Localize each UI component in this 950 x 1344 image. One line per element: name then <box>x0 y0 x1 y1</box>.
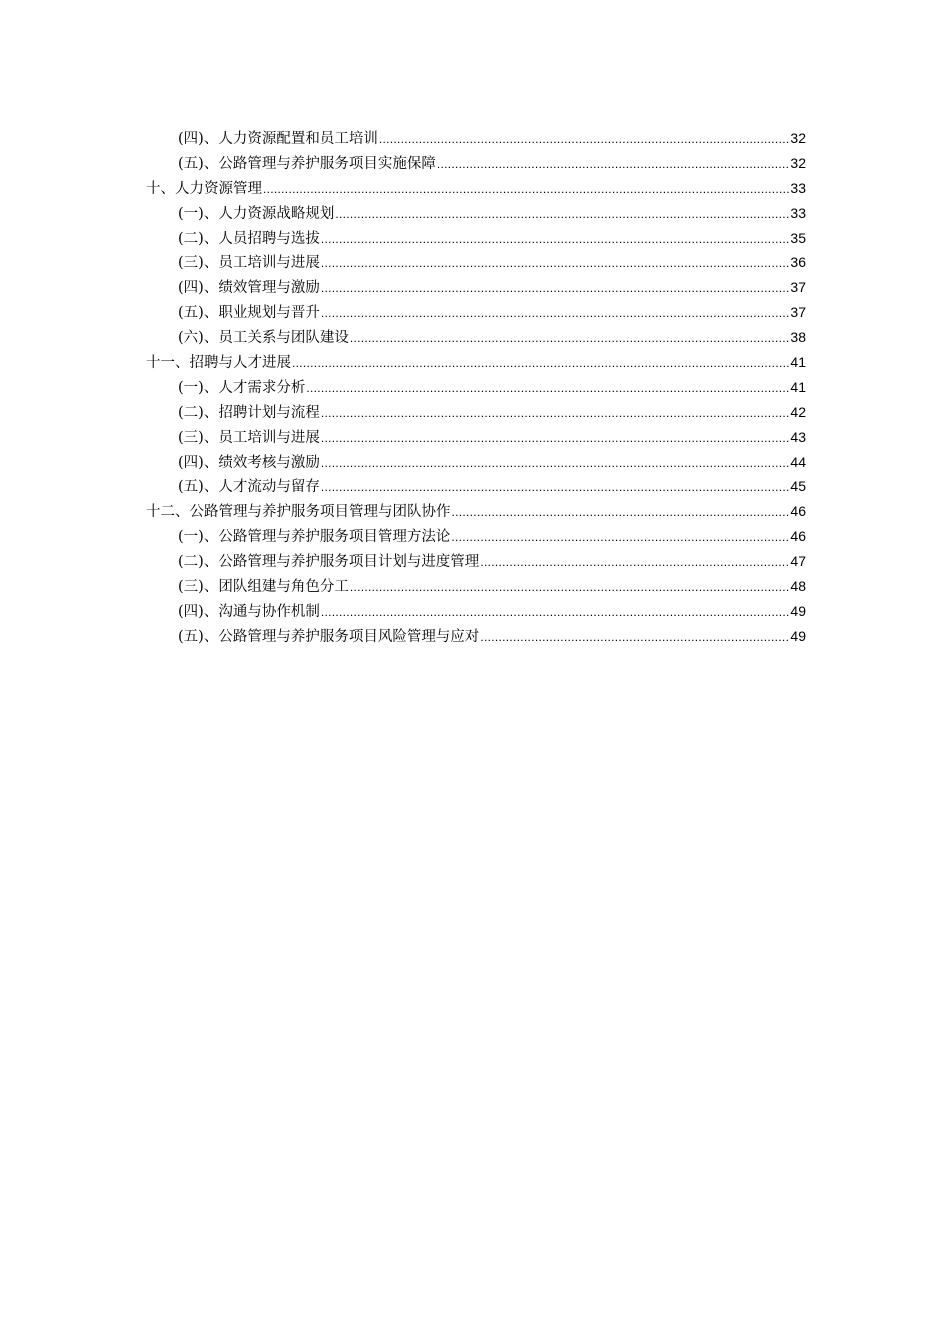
toc-entry[interactable] <box>146 375 806 400</box>
toc-entry-label: 十一、招聘与人才进展 <box>146 355 291 372</box>
toc-entry-page: 37 <box>790 279 806 296</box>
toc-entry-label: 十、人力资源管理 <box>146 180 262 197</box>
toc-entry-label: (三)、团队组建与角色分工 <box>178 579 349 596</box>
toc-entry-page: 44 <box>790 453 806 470</box>
toc-entry-label: (一)、公路管理与养护服务项目管理方法论 <box>178 529 451 546</box>
table-of-contents <box>146 126 806 649</box>
toc-entry[interactable] <box>146 599 806 624</box>
toc-entry[interactable] <box>146 325 806 350</box>
toc-entry[interactable] <box>146 151 806 176</box>
toc-dot-leader <box>350 575 790 600</box>
toc-entry-label: (二)、人员招聘与选拔 <box>178 230 320 247</box>
toc-entry-page: 49 <box>790 627 806 644</box>
toc-dot-leader <box>321 251 790 276</box>
toc-entry-page: 41 <box>790 378 806 395</box>
toc-entry-label: (六)、员工关系与团队建设 <box>178 330 349 347</box>
toc-entry-page: 49 <box>790 602 806 619</box>
toc-entry-page: 41 <box>790 354 806 371</box>
toc-entry-page: 46 <box>790 503 806 520</box>
toc-entry-label: (五)、公路管理与养护服务项目实施保障 <box>178 155 436 172</box>
toc-dot-leader <box>437 152 790 177</box>
toc-dot-leader <box>321 451 790 476</box>
toc-entry-page: 33 <box>790 204 806 221</box>
toc-entry-page: 38 <box>790 329 806 346</box>
toc-entry[interactable] <box>146 226 806 251</box>
toc-entry[interactable] <box>146 126 806 151</box>
toc-dot-leader <box>321 227 790 252</box>
toc-dot-leader <box>335 202 789 227</box>
toc-dot-leader <box>321 475 790 500</box>
toc-dot-leader <box>306 376 789 401</box>
toc-dot-leader <box>451 525 789 550</box>
toc-entry[interactable] <box>146 624 806 649</box>
toc-dot-leader <box>480 550 789 575</box>
toc-entry[interactable] <box>146 524 806 549</box>
toc-entry-page: 42 <box>790 403 806 420</box>
toc-entry-label: (五)、公路管理与养护服务项目风险管理与应对 <box>178 628 480 645</box>
toc-entry[interactable] <box>146 201 806 226</box>
toc-entry-label: (二)、招聘计划与流程 <box>178 404 320 421</box>
toc-entry-label: 十二、公路管理与养护服务项目管理与团队协作 <box>146 504 451 521</box>
toc-entry-page: 45 <box>790 478 806 495</box>
toc-entry-label: (三)、员工培训与进展 <box>178 429 320 446</box>
toc-chapter-entry[interactable] <box>146 350 806 375</box>
toc-entry[interactable] <box>146 275 806 300</box>
toc-entry-page: 46 <box>790 528 806 545</box>
toc-entry[interactable] <box>146 549 806 574</box>
toc-entry-label: (五)、人才流动与留存 <box>178 479 320 496</box>
toc-entry-page: 48 <box>790 578 806 595</box>
toc-entry-page: 43 <box>790 428 806 445</box>
toc-entry-label: (四)、沟通与协作机制 <box>178 603 320 620</box>
toc-dot-leader <box>321 600 790 625</box>
toc-dot-leader <box>292 351 789 376</box>
toc-chapter-entry[interactable] <box>146 499 806 524</box>
toc-entry-page: 32 <box>790 130 806 146</box>
toc-dot-leader <box>480 625 789 650</box>
toc-entry-label: (二)、公路管理与养护服务项目计划与进度管理 <box>178 554 480 571</box>
toc-entry-label: (四)、绩效管理与激励 <box>178 280 320 297</box>
toc-entry-page: 47 <box>790 553 806 570</box>
toc-entry[interactable] <box>146 300 806 325</box>
toc-dot-leader <box>379 127 790 152</box>
toc-entry-label: (五)、职业规划与晋升 <box>178 305 320 322</box>
toc-entry-page: 32 <box>790 154 806 171</box>
toc-dot-leader <box>321 401 790 426</box>
toc-dot-leader <box>321 276 790 301</box>
toc-dot-leader <box>350 326 790 351</box>
toc-entry-label: (一)、人才需求分析 <box>178 379 306 396</box>
toc-entry-label: (一)、人力资源战略规划 <box>178 205 335 222</box>
toc-entry-label: (四)、人力资源配置和员工培训 <box>178 131 378 147</box>
toc-dot-leader <box>321 426 790 451</box>
toc-entry[interactable] <box>146 450 806 475</box>
toc-entry-page: 37 <box>790 304 806 321</box>
toc-entry[interactable] <box>146 425 806 450</box>
toc-chapter-entry[interactable] <box>146 176 806 201</box>
toc-entry[interactable] <box>146 574 806 599</box>
toc-entry[interactable] <box>146 400 806 425</box>
toc-entry[interactable] <box>146 250 806 275</box>
toc-entry[interactable] <box>146 474 806 499</box>
toc-entry-label: (三)、员工培训与进展 <box>178 255 320 272</box>
toc-dot-leader <box>452 500 790 525</box>
toc-dot-leader <box>321 301 790 326</box>
toc-entry-page: 36 <box>790 254 806 271</box>
toc-entry-page: 35 <box>790 229 806 246</box>
toc-dot-leader <box>263 177 789 202</box>
toc-entry-page: 33 <box>790 179 806 196</box>
toc-entry-label: (四)、绩效考核与激励 <box>178 454 320 471</box>
